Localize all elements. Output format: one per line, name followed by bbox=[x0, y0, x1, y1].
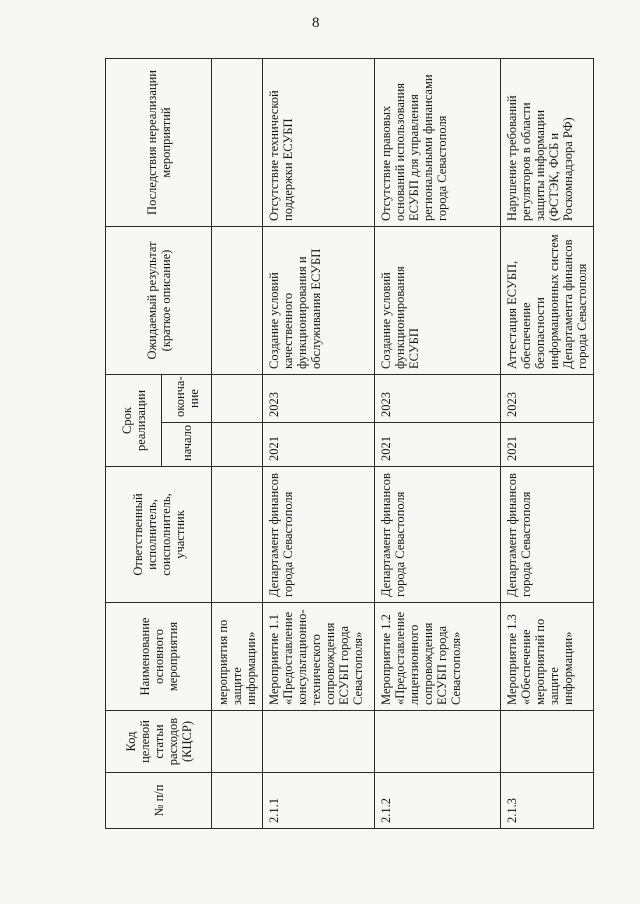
row-num: 2.1.3 bbox=[501, 773, 594, 829]
row-kcsr bbox=[375, 711, 501, 773]
row-name: Мероприятие 1.3 «Обеспечение мероприятий по защите информации» bbox=[501, 603, 594, 711]
continuation-name: мероприятия по защите информации» bbox=[212, 603, 263, 711]
table-row bbox=[263, 58, 375, 828]
header-consequences: Последствия нереализации мероприятий bbox=[106, 58, 212, 226]
row-result: Аттестация ЕСУБП, обеспечение безопасности информационных систем Департамента финансов города Севастополя bbox=[501, 226, 594, 374]
row-result: Создание условий качественного функционирования и обслуживания ЕСУБП bbox=[263, 226, 375, 374]
activities-table bbox=[105, 58, 594, 829]
header-executor: Ответственный исполнитель, соисполнитель, участник bbox=[106, 467, 212, 603]
cell bbox=[212, 58, 263, 226]
rotated-table-wrapper bbox=[105, 59, 589, 829]
header-result: Ожидаемый результат (краткое описание) bbox=[106, 226, 212, 374]
header-name: Наименование основного мероприятия bbox=[106, 603, 212, 711]
row-num: 2.1.2 bbox=[375, 773, 501, 829]
row-consequences: Нарушение требований регуляторов в области защиты информации (ФСТЭК, ФСБ и Роскомнадзора РФ) bbox=[501, 58, 594, 226]
header-num: № п/п bbox=[106, 773, 212, 829]
table-row bbox=[501, 58, 594, 828]
header-row bbox=[106, 58, 162, 828]
row-num: 2.1.1 bbox=[263, 773, 375, 829]
row-start: 2021 bbox=[263, 423, 375, 467]
row-start: 2021 bbox=[375, 423, 501, 467]
table-row bbox=[375, 58, 501, 828]
row-name: Мероприятие 1.2 «Предоставление лицензионного сопровождения ЕСУБП города Севастополя» bbox=[375, 603, 501, 711]
header-end: оконча-ние bbox=[162, 374, 212, 422]
header-kcsr: Код целевой статьи расходов (КЦСР) bbox=[106, 711, 212, 773]
row-executor: Департамент финансов города Севастополя bbox=[501, 467, 594, 603]
row-end: 2023 bbox=[263, 374, 375, 422]
row-executor: Департамент финансов города Севастополя bbox=[263, 467, 375, 603]
row-end: 2023 bbox=[375, 374, 501, 422]
header-start: начало bbox=[162, 423, 212, 467]
page-number: 8 bbox=[312, 15, 320, 31]
row-name: Мероприятие 1.1 «Предоставление консультационно-технического сопровождения ЕСУБП города Севастополя» bbox=[263, 603, 375, 711]
cell bbox=[212, 711, 263, 773]
row-executor: Департамент финансов города Севастополя bbox=[375, 467, 501, 603]
row-start: 2021 bbox=[501, 423, 594, 467]
row-consequences: Отсутствие правовых оснований использования ЕСУБП для управления региональными финансами города Севастополя bbox=[375, 58, 501, 226]
continuation-row bbox=[212, 58, 263, 828]
row-kcsr bbox=[263, 711, 375, 773]
cell bbox=[212, 226, 263, 374]
header-period: Срок реализации bbox=[106, 374, 162, 466]
row-end: 2023 bbox=[501, 374, 594, 422]
cell bbox=[212, 423, 263, 467]
row-kcsr bbox=[501, 711, 594, 773]
cell bbox=[212, 374, 263, 422]
row-consequences: Отсутствие технической поддержки ЕСУБП bbox=[263, 58, 375, 226]
row-result: Создание условий функционирования ЕСУБП bbox=[375, 226, 501, 374]
cell bbox=[212, 773, 263, 829]
cell bbox=[212, 467, 263, 603]
